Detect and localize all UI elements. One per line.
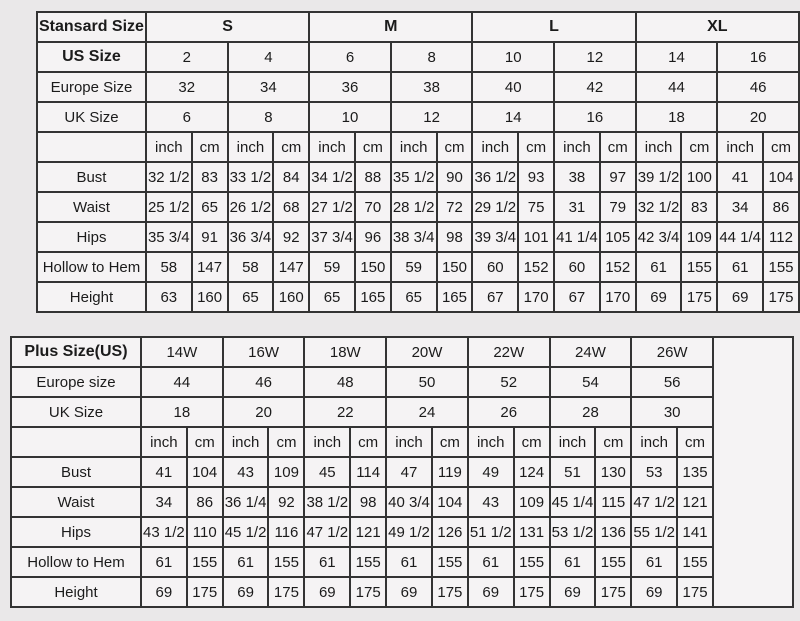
value-cell: 18 (141, 397, 223, 427)
value-cell: 65 (309, 282, 355, 312)
table-row (37, 222, 799, 252)
row-label-cell: Hips (11, 517, 141, 547)
value-cell: 65 (192, 192, 228, 222)
table-row (11, 457, 793, 487)
value-cell: 175 (350, 577, 386, 607)
value-cell: 155 (681, 252, 717, 282)
value-cell: 83 (681, 192, 717, 222)
value-cell: 104 (432, 487, 468, 517)
value-cell: 29 1/2 (472, 192, 518, 222)
value-cell: 59 (391, 252, 437, 282)
value-cell: 155 (432, 547, 468, 577)
value-cell: 52 (468, 367, 550, 397)
value-cell: 14 (472, 102, 554, 132)
value-cell: 61 (141, 547, 187, 577)
value-cell: 63 (146, 282, 192, 312)
table-row (11, 337, 793, 367)
value-cell: 124 (514, 457, 550, 487)
value-cell: 60 (554, 252, 600, 282)
value-cell: 36 3/4 (228, 222, 274, 252)
value-cell: 61 (636, 252, 682, 282)
value-cell: 50 (386, 367, 468, 397)
value-cell: cm (437, 132, 473, 162)
value-cell: 51 1/2 (468, 517, 514, 547)
value-cell: 170 (600, 282, 636, 312)
value-cell: 147 (192, 252, 228, 282)
value-cell: 44 1/4 (717, 222, 763, 252)
value-cell: 10 (472, 42, 554, 72)
row-label-cell: Bust (11, 457, 141, 487)
value-cell: 45 1/4 (550, 487, 596, 517)
value-cell: 115 (595, 487, 631, 517)
value-cell: 36 1/2 (472, 162, 518, 192)
value-cell: 43 (223, 457, 269, 487)
value-cell: 47 1/2 (304, 517, 350, 547)
value-cell: cm (681, 132, 717, 162)
value-cell: 68 (273, 192, 309, 222)
value-cell: 34 (717, 192, 763, 222)
value-cell: inch (223, 427, 269, 457)
value-cell: 67 (472, 282, 518, 312)
value-cell: 175 (514, 577, 550, 607)
table-row (11, 487, 793, 517)
value-cell: 165 (437, 282, 473, 312)
value-cell: 90 (437, 162, 473, 192)
value-cell: 34 1/2 (309, 162, 355, 192)
value-cell: 14W (141, 337, 223, 367)
value-cell: cm (432, 427, 468, 457)
row-label-cell: Hollow to Hem (37, 252, 146, 282)
value-cell: 116 (268, 517, 304, 547)
empty-cell (11, 427, 141, 457)
value-cell: 33 1/2 (228, 162, 274, 192)
value-cell: 40 (472, 72, 554, 102)
value-cell: 43 1/2 (141, 517, 187, 547)
value-cell: 100 (681, 162, 717, 192)
value-cell: 39 3/4 (472, 222, 518, 252)
value-cell: 121 (677, 487, 713, 517)
value-cell: 20 (717, 102, 799, 132)
value-cell: 26W (631, 337, 713, 367)
value-cell: 141 (677, 517, 713, 547)
value-cell: 61 (550, 547, 596, 577)
value-cell: 98 (350, 487, 386, 517)
value-cell: 69 (717, 282, 763, 312)
value-cell: 12 (391, 102, 473, 132)
value-cell: 104 (187, 457, 223, 487)
table-row (11, 367, 793, 397)
table-row (37, 162, 799, 192)
value-cell: cm (763, 132, 799, 162)
value-cell: 121 (350, 517, 386, 547)
value-cell: 16W (223, 337, 305, 367)
table-row (11, 427, 793, 457)
value-cell: 69 (550, 577, 596, 607)
value-cell: 26 (468, 397, 550, 427)
value-cell: 26 1/2 (228, 192, 274, 222)
value-cell: 51 (550, 457, 596, 487)
table-row (37, 102, 799, 132)
value-cell: 92 (273, 222, 309, 252)
value-cell: 69 (386, 577, 432, 607)
value-cell: 101 (518, 222, 554, 252)
header-cell: XL (636, 12, 799, 42)
value-cell: 8 (228, 102, 310, 132)
value-cell: 69 (141, 577, 187, 607)
value-cell: 24W (550, 337, 632, 367)
row-label-cell: Height (37, 282, 146, 312)
value-cell: cm (677, 427, 713, 457)
value-cell: 53 1/2 (550, 517, 596, 547)
row-label-cell: Hips (37, 222, 146, 252)
table-row (37, 132, 799, 162)
value-cell: 27 1/2 (309, 192, 355, 222)
row-label-cell: Hollow to Hem (11, 547, 141, 577)
value-cell: 109 (268, 457, 304, 487)
value-cell: 147 (273, 252, 309, 282)
header-cell: Plus Size(US) (11, 337, 141, 367)
value-cell: 44 (141, 367, 223, 397)
value-cell: 69 (223, 577, 269, 607)
value-cell: 152 (600, 252, 636, 282)
value-cell: cm (268, 427, 304, 457)
value-cell: cm (518, 132, 554, 162)
table-row (11, 397, 793, 427)
row-label-cell: UK Size (37, 102, 146, 132)
table-row (37, 192, 799, 222)
value-cell: inch (636, 132, 682, 162)
value-cell: 86 (187, 487, 223, 517)
value-cell: inch (309, 132, 355, 162)
value-cell: 6 (309, 42, 391, 72)
value-cell: 88 (355, 162, 391, 192)
value-cell: inch (228, 132, 274, 162)
value-cell: 119 (432, 457, 468, 487)
value-cell: 35 1/2 (391, 162, 437, 192)
value-cell: 175 (763, 282, 799, 312)
value-cell: 55 1/2 (631, 517, 677, 547)
value-cell: 2 (146, 42, 228, 72)
value-cell: 46 (223, 367, 305, 397)
value-cell: 155 (350, 547, 386, 577)
header-cell: Stansard Size (37, 12, 146, 42)
value-cell: 6 (146, 102, 228, 132)
value-cell: 14 (636, 42, 718, 72)
value-cell: 38 1/2 (304, 487, 350, 517)
value-cell: 130 (595, 457, 631, 487)
value-cell: 61 (631, 547, 677, 577)
value-cell: cm (514, 427, 550, 457)
value-cell: inch (391, 132, 437, 162)
header-cell: M (309, 12, 472, 42)
value-cell: 61 (223, 547, 269, 577)
value-cell: 109 (681, 222, 717, 252)
value-cell: 92 (268, 487, 304, 517)
value-cell: cm (355, 132, 391, 162)
row-label-cell: Europe size (11, 367, 141, 397)
value-cell: 69 (468, 577, 514, 607)
value-cell: 32 1/2 (636, 192, 682, 222)
value-cell: 48 (304, 367, 386, 397)
value-cell: 30 (631, 397, 713, 427)
value-cell: 38 (554, 162, 600, 192)
value-cell: inch (472, 132, 518, 162)
row-label-cell: Height (11, 577, 141, 607)
value-cell: 155 (677, 547, 713, 577)
value-cell: 165 (355, 282, 391, 312)
plus-size-table (10, 336, 794, 608)
value-cell: 42 3/4 (636, 222, 682, 252)
table-row (37, 72, 799, 102)
value-cell: 150 (355, 252, 391, 282)
value-cell: 72 (437, 192, 473, 222)
value-cell: 155 (187, 547, 223, 577)
value-cell: 112 (763, 222, 799, 252)
value-cell: 34 (141, 487, 187, 517)
value-cell: 65 (391, 282, 437, 312)
table-row (11, 547, 793, 577)
value-cell: 136 (595, 517, 631, 547)
value-cell: inch (550, 427, 596, 457)
value-cell: 69 (631, 577, 677, 607)
value-cell: 67 (554, 282, 600, 312)
value-cell: 65 (228, 282, 274, 312)
value-cell: 32 (146, 72, 228, 102)
value-cell: 35 3/4 (146, 222, 192, 252)
value-cell: 93 (518, 162, 554, 192)
value-cell: inch (468, 427, 514, 457)
value-cell: 43 (468, 487, 514, 517)
value-cell: 4 (228, 42, 310, 72)
table-row (11, 517, 793, 547)
value-cell: 75 (518, 192, 554, 222)
value-cell: 16 (554, 102, 636, 132)
value-cell: 41 (717, 162, 763, 192)
row-label-cell: UK Size (11, 397, 141, 427)
value-cell: 44 (636, 72, 718, 102)
value-cell: 175 (432, 577, 468, 607)
value-cell: cm (600, 132, 636, 162)
value-cell: inch (146, 132, 192, 162)
value-cell: 155 (763, 252, 799, 282)
value-cell: inch (717, 132, 763, 162)
value-cell: 155 (514, 547, 550, 577)
row-label-cell: Bust (37, 162, 146, 192)
value-cell: 126 (432, 517, 468, 547)
value-cell: 170 (518, 282, 554, 312)
value-cell: 109 (514, 487, 550, 517)
value-cell: 160 (273, 282, 309, 312)
value-cell: 36 1/4 (223, 487, 269, 517)
value-cell: 155 (595, 547, 631, 577)
value-cell: 38 3/4 (391, 222, 437, 252)
value-cell: 83 (192, 162, 228, 192)
value-cell: 34 (228, 72, 310, 102)
empty-cell (37, 132, 146, 162)
value-cell: 105 (600, 222, 636, 252)
value-cell: cm (187, 427, 223, 457)
value-cell: 79 (600, 192, 636, 222)
value-cell: 110 (187, 517, 223, 547)
value-cell: 45 (304, 457, 350, 487)
value-cell: 84 (273, 162, 309, 192)
value-cell: 46 (717, 72, 799, 102)
value-cell: 155 (268, 547, 304, 577)
value-cell: 61 (468, 547, 514, 577)
value-cell: 175 (268, 577, 304, 607)
value-cell: cm (273, 132, 309, 162)
value-cell: 39 1/2 (636, 162, 682, 192)
table-row (37, 12, 799, 42)
value-cell: 98 (437, 222, 473, 252)
value-cell: 150 (437, 252, 473, 282)
value-cell: 175 (187, 577, 223, 607)
row-label-cell: Europe Size (37, 72, 146, 102)
value-cell: inch (631, 427, 677, 457)
value-cell: 41 1/4 (554, 222, 600, 252)
value-cell: 18W (304, 337, 386, 367)
value-cell: 24 (386, 397, 468, 427)
value-cell: 58 (228, 252, 274, 282)
row-label-cell: Waist (11, 487, 141, 517)
value-cell: 91 (192, 222, 228, 252)
value-cell: 22W (468, 337, 550, 367)
value-cell: 32 1/2 (146, 162, 192, 192)
value-cell: 61 (386, 547, 432, 577)
value-cell: 18 (636, 102, 718, 132)
value-cell: 61 (304, 547, 350, 577)
value-cell: 86 (763, 192, 799, 222)
row-label-cell: Waist (37, 192, 146, 222)
value-cell: 175 (681, 282, 717, 312)
value-cell: 69 (304, 577, 350, 607)
standard-size-table (36, 11, 800, 313)
value-cell: 175 (595, 577, 631, 607)
value-cell: 135 (677, 457, 713, 487)
value-cell: 8 (391, 42, 473, 72)
value-cell: 160 (192, 282, 228, 312)
value-cell: inch (141, 427, 187, 457)
value-cell: 20W (386, 337, 468, 367)
value-cell: 59 (309, 252, 355, 282)
table-row (37, 282, 799, 312)
header-cell: S (146, 12, 309, 42)
table-row (37, 252, 799, 282)
value-cell: 47 (386, 457, 432, 487)
value-cell: 152 (518, 252, 554, 282)
value-cell: 28 1/2 (391, 192, 437, 222)
value-cell: 96 (355, 222, 391, 252)
value-cell: 25 1/2 (146, 192, 192, 222)
value-cell: 12 (554, 42, 636, 72)
value-cell: 61 (717, 252, 763, 282)
value-cell: 41 (141, 457, 187, 487)
value-cell: 53 (631, 457, 677, 487)
value-cell: 31 (554, 192, 600, 222)
value-cell: 22 (304, 397, 386, 427)
header-cell: L (472, 12, 635, 42)
value-cell: 28 (550, 397, 632, 427)
value-cell: 49 1/2 (386, 517, 432, 547)
value-cell: 40 3/4 (386, 487, 432, 517)
empty-cell (713, 337, 793, 607)
value-cell: 114 (350, 457, 386, 487)
header-cell: US Size (37, 42, 146, 72)
value-cell: cm (350, 427, 386, 457)
value-cell: cm (192, 132, 228, 162)
value-cell: 175 (677, 577, 713, 607)
value-cell: 45 1/2 (223, 517, 269, 547)
value-cell: 104 (763, 162, 799, 192)
value-cell: 97 (600, 162, 636, 192)
value-cell: 10 (309, 102, 391, 132)
value-cell: 38 (391, 72, 473, 102)
table-row (11, 577, 793, 607)
value-cell: inch (386, 427, 432, 457)
value-cell: 58 (146, 252, 192, 282)
value-cell: 69 (636, 282, 682, 312)
value-cell: inch (554, 132, 600, 162)
value-cell: 36 (309, 72, 391, 102)
value-cell: inch (304, 427, 350, 457)
value-cell: 20 (223, 397, 305, 427)
value-cell: 42 (554, 72, 636, 102)
value-cell: 49 (468, 457, 514, 487)
value-cell: 131 (514, 517, 550, 547)
value-cell: 47 1/2 (631, 487, 677, 517)
table-row (37, 42, 799, 72)
value-cell: 56 (631, 367, 713, 397)
value-cell: 16 (717, 42, 799, 72)
value-cell: 70 (355, 192, 391, 222)
value-cell: 60 (472, 252, 518, 282)
value-cell: 54 (550, 367, 632, 397)
value-cell: cm (595, 427, 631, 457)
value-cell: 37 3/4 (309, 222, 355, 252)
